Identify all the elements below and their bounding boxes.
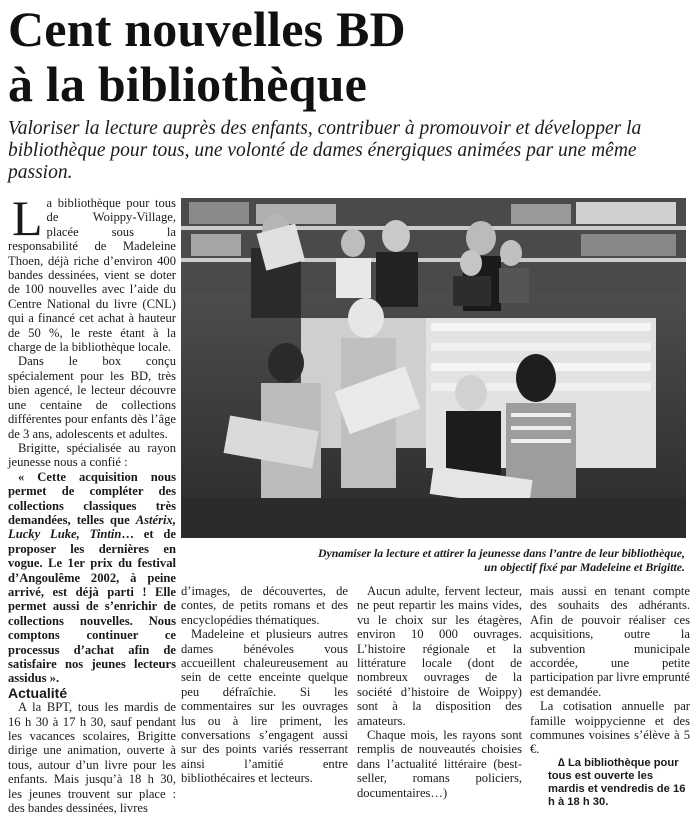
quote-part-a: « Cette acquisition nous permet de compléter des collections classiques très demandées, telles que: [8, 469, 176, 527]
paragraph-intro: [8, 190, 176, 355]
info-box-hours: ∆ La bibliothèque pour tous est ouverte les mardis et vendredis de 16 h à 18 h 30.: [548, 756, 686, 808]
column-4: [530, 584, 690, 809]
caption-line-1: Dynamiser la lecture et attirer la jeunesse dans l’antre de leur bibliothèque,: [317, 546, 685, 560]
paragraph-col4-b: La cotisation annuelle par famille woippycienne et des communes voisines s’élève à 5 €.: [530, 699, 690, 757]
headline-line-2: à la bibliothèque: [8, 56, 368, 112]
article-headline: [8, 2, 698, 112]
article-lede: Valoriser la lecture auprès des enfants, contribuer à promouvoir et développer la bibliothèque pour tous, une volonté de dames énergiques animées par une même passion.: [8, 118, 642, 183]
paragraph-col2-a: d’images, de découvertes, de contes, de petits romans et des encyclopédies thématiques.: [181, 584, 348, 627]
paragraph-brigitte: Brigitte, spécialisée au rayon jeunesse nous a confié :: [8, 440, 176, 470]
intro-text: a bibliothèque pour tous de Woippy-Village, placée sous la responsabilité de Madeleine Thoen, déjà riche d’environ 400 bandes dessinées, vient se doter de 100 nouvelles avec l’aide du Centre National du livre (CNL) qui a financé cet achat à hauteur de 50 %, le reste étant à la charge de la bibliothèque locale.: [8, 196, 176, 355]
photo-caption: [185, 546, 685, 574]
caption-line-2: un objectif fixé par Madeleine et Brigitte.: [484, 560, 685, 574]
paragraph-col3-b: Chaque mois, les rayons sont remplis de nouveautés choisies dans l’actualité littéraire (best-seller, romans policiers, documentaires…): [357, 728, 522, 800]
column-2: [181, 584, 348, 786]
article-photo: [181, 198, 686, 538]
subhead-actualite: Actualité: [8, 684, 68, 701]
photo-illustration: [181, 198, 686, 538]
quote-titles: Astérix, Lucky Luke, Tintin: [8, 512, 176, 542]
paragraph-col3-a: Aucun adulte, fervent lecteur, ne peut repartir les mains vides, vu le choix sur les étagères, environ 10 000 ouvrages. L’histoire régionale et la littérature locale (dont de nombreux ouvrages de la société d’histoire de Woippy) sont à la disposition des amateurs.: [357, 584, 522, 728]
paragraph-box: Dans le box conçu spécialement pour les BD, très bien agencé, le lecteur découvre une centaine de collections différentes pour enfants dès l’âge de 3 ans, adolescents et adultes.: [8, 354, 176, 441]
quote-part-b: … et de proposer les dernières en vogue. Le 1er prix du festival d’Angoulême 2002, à peine arrivé, est déjà parti ! Elle permet aussi de s’enrichir de collections nouvelles. Nous comptons continuer ce processus d’achat afin de satisfaire nos jeunes lecteurs assidus ».: [8, 527, 176, 686]
paragraph-col2-b: Madeleine et plusieurs autres dames bénévoles vous accueillent chaleureusement au sein de cette enceinte quelque peu défraîchie. Si les commentaires sur les ouvrages lus ou à lire priment, les conversations s’engagent aussi sur des points variés resserrant ainsi l’amitié entre bibliothécaires et lecteurs.: [181, 627, 348, 786]
headline-line-1: Cent nouvelles BD: [8, 1, 406, 57]
column-1: [8, 190, 176, 815]
paragraph-actualite: A la BPT, tous les mardis de 16 h 30 à 17 h 30, sauf pendant les vacances scolaires, Brigitte dirige une animation, ouverte à tous, autour d’un livre pour les enfants. Mais jusqu’à 18 h 30, les jeunes trouvent sur place : des bandes dessinées, livres: [8, 700, 176, 815]
paragraph-col4-a: mais aussi en tenant compte des souhaits des adhérants. Afin de pouvoir réaliser ces acquisitions, outre la subvention municipale accordée, une petite participation par livre emprunté est demandée.: [530, 584, 690, 699]
quote-brigitte: [8, 470, 176, 686]
column-3: [357, 584, 522, 800]
drop-cap: L: [12, 190, 43, 246]
